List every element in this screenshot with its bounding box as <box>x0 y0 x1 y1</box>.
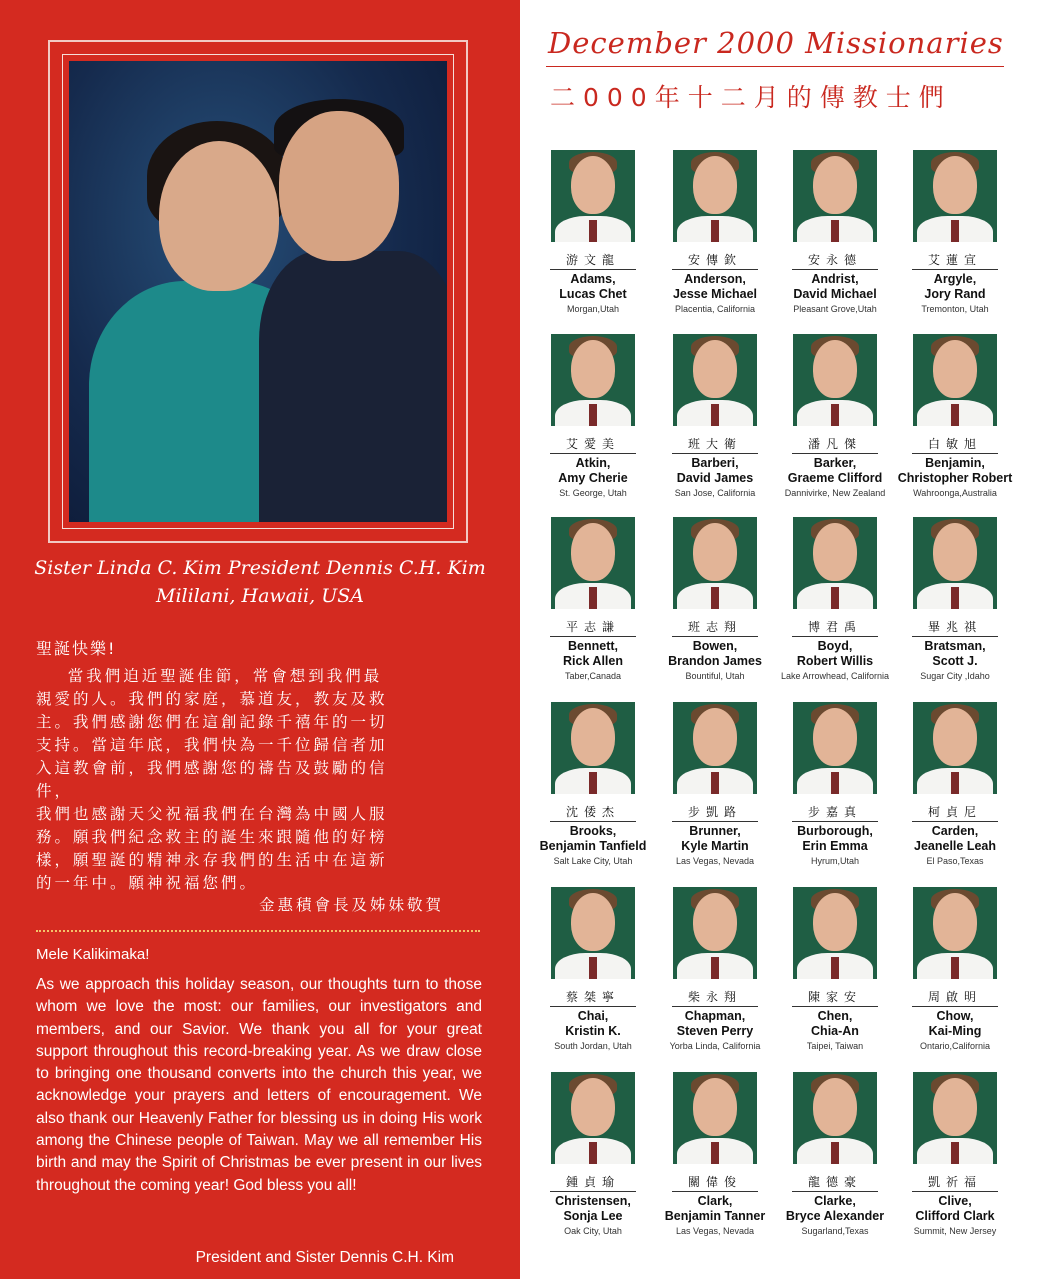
missionary-hometown: Wahroonga,Australia <box>913 488 997 498</box>
missionary-card <box>776 517 894 682</box>
chinese-letter-body: 當我們迫近聖誕佳節，常會想到我們最 親愛的人。我們的家庭，慕道友，教友及救 主。我們感謝您們在這創記錄千禧年的一切 支持。當這年底，我們快為一千位歸信者加 入這教會前，我們感謝您的禱告及鼓勵的信 件， 我們也感謝天父祝福我們在台灣為中國人服 務。願我們紀念救主的誕生來跟隨他的好榜 樣，願聖誕的精神永存我們的生活中在這新 的一年中。願神祝福您們。 <box>36 667 388 892</box>
missionary-chinese-name: 平志謙 <box>550 618 636 637</box>
missionary-hometown: Summit, New Jersey <box>913 1226 997 1236</box>
missionary-hometown: Yorba Linda, California <box>669 1041 761 1051</box>
missionary-photo <box>551 334 635 426</box>
missionary-card <box>656 887 774 1052</box>
missionary-card <box>776 334 894 499</box>
missionary-card <box>534 1072 652 1237</box>
missionary-hometown: Sugarland,Texas <box>801 1226 869 1236</box>
missionary-card <box>776 887 894 1052</box>
missionary-hometown: Morgan,Utah <box>566 304 620 314</box>
missionary-chinese-name: 鍾貞瑜 <box>550 1173 636 1192</box>
missionary-given-name: Jeanelle Leah <box>914 839 996 853</box>
missionary-surname: Barberi, <box>691 456 739 470</box>
missionary-hometown: St. George, Utah <box>559 488 627 498</box>
dotted-divider <box>36 930 480 932</box>
chinese-letter <box>36 636 466 895</box>
missionary-card <box>656 517 774 682</box>
missionary-surname: Christensen, <box>555 1194 631 1208</box>
missionary-hometown: Salt Lake City, Utah <box>553 856 633 866</box>
missionary-chinese-name: 艾愛美 <box>550 435 636 454</box>
chinese-signature: 金惠積會長及姊妹敬賀 <box>258 896 444 914</box>
missionary-given-name: Jory Rand <box>924 287 986 301</box>
missionary-photo <box>913 887 997 979</box>
missionary-hometown: Lake Arrowhead, California <box>780 671 890 681</box>
left-panel <box>0 0 520 1279</box>
missionary-card <box>534 702 652 867</box>
missionary-photo <box>673 517 757 609</box>
missionary-surname: Clark, <box>697 1194 733 1208</box>
missionary-photo <box>551 702 635 794</box>
missionary-surname: Chai, <box>577 1009 609 1023</box>
title-chinese: 二000年十二月的傳教士們 <box>550 83 952 112</box>
missionary-given-name: Kai-Ming <box>928 1024 982 1038</box>
portrait-caption-names: Sister Linda C. Kim President Dennis C.H. Kim <box>34 557 486 579</box>
missionary-hometown: San Jose, California <box>674 488 756 498</box>
missionary-hometown: Las Vegas, Nevada <box>675 1226 755 1236</box>
missionary-chinese-name: 艾蓮宣 <box>912 251 998 270</box>
missionary-photo <box>793 1072 877 1164</box>
missionary-surname: Andrist, <box>811 272 859 286</box>
missionary-chinese-name: 博君禹 <box>792 618 878 637</box>
missionary-given-name: Christopher Robert <box>897 471 1013 485</box>
missionary-hometown: Pleasant Grove,Utah <box>793 304 877 314</box>
missionary-given-name: David James <box>676 471 754 485</box>
missionary-surname: Bennett, <box>568 639 618 653</box>
missionary-card <box>896 517 1014 682</box>
missionary-chinese-name: 游文龍 <box>550 251 636 270</box>
missionary-card <box>896 1072 1014 1237</box>
missionary-surname: Benjamin, <box>925 456 985 470</box>
missionary-surname: Clive, <box>938 1194 972 1208</box>
missionary-chinese-name: 蔡桀寧 <box>550 988 636 1007</box>
missionary-card <box>896 702 1014 867</box>
missionary-hometown: South Jordan, Utah <box>554 1041 632 1051</box>
missionary-photo <box>551 517 635 609</box>
missionary-photo <box>793 702 877 794</box>
missionary-given-name: Chia-An <box>811 1024 859 1038</box>
missionary-card <box>534 887 652 1052</box>
missionary-surname: Burborough, <box>797 824 873 838</box>
missionary-surname: Bowen, <box>692 639 738 653</box>
missionary-given-name: Amy Cherie <box>558 471 628 485</box>
missionary-surname: Carden, <box>931 824 979 838</box>
missionary-given-name: Kyle Martin <box>681 839 749 853</box>
missionary-card <box>896 150 1014 315</box>
missionary-hometown: Sugar City ,Idaho <box>920 671 990 681</box>
missionary-chinese-name: 柯貞尼 <box>912 803 998 822</box>
missionary-given-name: Bryce Alexander <box>785 1209 885 1223</box>
missionary-chinese-name: 畢兆祺 <box>912 618 998 637</box>
missionary-chinese-name: 班大衛 <box>672 435 758 454</box>
english-letter-body: As we approach this holiday season, our thoughts turn to those whom we love the most: our families, our investigators and members, and our Savior. We thank you all for your great support throughout this record-breaking year. As we draw close to bringing one thousand converts into the church this year, we acknowledge your prayers and letters of encouragement. We also thank our Heavenly Father for blessing us in doing His work among the Chinese people of Taiwan. May we all remember His birth and may the Spirit of Christmas be ever present in our lives throughout the coming year! God bless you all! <box>36 976 482 1194</box>
missionary-photo <box>673 702 757 794</box>
missionary-chinese-name: 凱祈福 <box>912 1173 998 1192</box>
missionary-hometown: Placentia, California <box>674 304 756 314</box>
missionary-card <box>534 334 652 499</box>
missionary-hometown: Dannivirke, New Zealand <box>784 488 886 498</box>
missionary-surname: Anderson, <box>684 272 746 286</box>
missionary-photo <box>913 702 997 794</box>
missionary-card <box>656 702 774 867</box>
missionary-photo <box>793 150 877 242</box>
missionary-surname: Adams, <box>570 272 616 286</box>
missionary-card <box>776 702 894 867</box>
missionary-photo <box>913 334 997 426</box>
missionary-card <box>656 1072 774 1237</box>
missionary-surname: Barker, <box>813 456 857 470</box>
missionary-hometown: El Paso,Texas <box>926 856 984 866</box>
missionary-photo <box>551 150 635 242</box>
missionary-chinese-name: 龍德豪 <box>792 1173 878 1192</box>
missionary-surname: Argyle, <box>933 272 977 286</box>
missionary-given-name: Sonja Lee <box>563 1209 623 1223</box>
missionary-hometown: Ontario,California <box>919 1041 991 1051</box>
missionary-chinese-name: 班志翔 <box>672 618 758 637</box>
missionary-given-name: Erin Emma <box>802 839 868 853</box>
missionary-surname: Chapman, <box>684 1009 746 1023</box>
missionary-card <box>656 334 774 499</box>
missionary-chinese-name: 步嘉真 <box>792 803 878 822</box>
missionary-given-name: Jesse Michael <box>672 287 758 301</box>
missionary-surname: Clarke, <box>814 1194 856 1208</box>
missionary-card <box>776 150 894 315</box>
missionary-surname: Boyd, <box>817 639 853 653</box>
missionary-given-name: Clifford Clark <box>915 1209 995 1223</box>
missionary-surname: Bratsman, <box>924 639 986 653</box>
missionary-hometown: Oak City, Utah <box>564 1226 622 1236</box>
missionary-photo <box>913 517 997 609</box>
missionary-hometown: Bountiful, Utah <box>685 671 745 681</box>
missionary-photo <box>673 334 757 426</box>
missionary-card <box>776 1072 894 1237</box>
chinese-greeting: 聖誕快樂! <box>36 639 117 658</box>
missionary-hometown: Taber,Canada <box>564 671 622 681</box>
missionary-hometown: Tremonton, Utah <box>921 304 989 314</box>
missionary-photo <box>673 1072 757 1164</box>
english-signature: President and Sister Dennis C.H. Kim <box>195 1249 454 1266</box>
missionary-photo <box>913 1072 997 1164</box>
missionary-hometown: Hyrum,Utah <box>810 856 859 866</box>
missionary-surname: Brooks, <box>569 824 617 838</box>
missionary-chinese-name: 周啟明 <box>912 988 998 1007</box>
portrait-caption-location: Mililani, Hawaii, USA <box>156 585 364 607</box>
missionary-surname: Brunner, <box>689 824 741 838</box>
missionary-given-name: Benjamin Tanfield <box>539 839 647 853</box>
missionary-photo <box>793 334 877 426</box>
missionary-given-name: Benjamin Tanner <box>664 1209 766 1223</box>
missionary-surname: Chen, <box>817 1009 853 1023</box>
missionary-photo <box>913 150 997 242</box>
missionary-chinese-name: 柴永翔 <box>672 988 758 1007</box>
couple-portrait <box>69 61 447 522</box>
missionary-given-name: Steven Perry <box>676 1024 754 1038</box>
missionary-card <box>534 517 652 682</box>
missionary-surname: Chow, <box>936 1009 974 1023</box>
missionary-given-name: Scott J. <box>932 654 978 668</box>
title-english: December 2000 Missionaries <box>548 26 1004 60</box>
missionary-given-name: Rick Allen <box>563 654 623 668</box>
missionary-given-name: Kristin K. <box>565 1024 621 1038</box>
missionary-hometown: Las Vegas, Nevada <box>675 856 755 866</box>
missionary-chinese-name: 沈倭杰 <box>550 803 636 822</box>
missionary-chinese-name: 潘凡傑 <box>792 435 878 454</box>
missionary-chinese-name: 安傳欽 <box>672 251 758 270</box>
missionary-given-name: Brandon James <box>668 654 762 668</box>
missionary-photo <box>793 517 877 609</box>
missionary-hometown: Taipei, Taiwan <box>806 1041 864 1051</box>
missionary-surname: Atkin, <box>575 456 611 470</box>
missionary-chinese-name: 陳家安 <box>792 988 878 1007</box>
missionary-chinese-name: 步凱路 <box>672 803 758 822</box>
missionary-card <box>896 334 1014 499</box>
missionary-chinese-name: 白敏旭 <box>912 435 998 454</box>
portrait-frame <box>48 40 468 543</box>
english-greeting: Mele Kalikimaka! <box>36 946 150 963</box>
missionary-photo <box>793 887 877 979</box>
missionary-given-name: Lucas Chet <box>559 287 627 301</box>
missionary-given-name: Robert Willis <box>796 654 874 668</box>
missionary-chinese-name: 關偉俊 <box>672 1173 758 1192</box>
missionary-given-name: David Michael <box>793 287 877 301</box>
missionary-chinese-name: 安永德 <box>792 251 878 270</box>
title-underline <box>546 66 1004 67</box>
missionary-photo <box>551 887 635 979</box>
missionary-card <box>534 150 652 315</box>
missionary-photo <box>673 887 757 979</box>
missionary-given-name: Graeme Clifford <box>787 471 883 485</box>
missionary-card <box>896 887 1014 1052</box>
missionary-photo <box>673 150 757 242</box>
missionary-card <box>656 150 774 315</box>
missionary-photo <box>551 1072 635 1164</box>
